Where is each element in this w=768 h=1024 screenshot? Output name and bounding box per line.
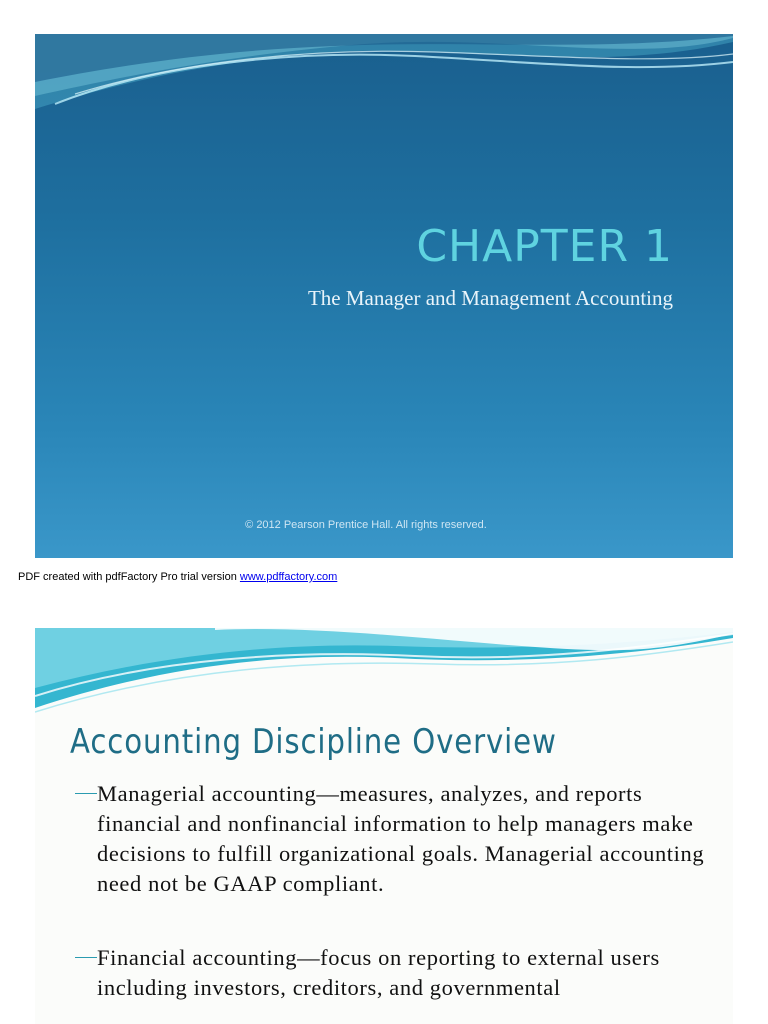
wave-header-graphic <box>35 34 733 134</box>
pdffactory-link[interactable]: www.pdffactory.com <box>239 571 338 583</box>
bullet-text: Financial accounting—focus on reporting to external users including investors, creditors, and governmental <box>97 945 660 1000</box>
copyright-notice: © 2012 Pearson Prentice Hall. All rights reserved. <box>245 519 487 531</box>
chapter-title: CHAPTER 1 <box>416 221 673 272</box>
list-item <box>75 943 715 1003</box>
dash-bullet-icon <box>75 793 97 794</box>
pdf-footer-text: PDF created with pdfFactory Pro trial version <box>18 571 240 583</box>
bullet-list <box>75 779 715 1024</box>
overview-slide <box>35 628 733 1024</box>
dash-bullet-icon <box>75 957 97 958</box>
wave-header-graphic <box>35 628 733 718</box>
chapter-subtitle: The Manager and Management Accounting <box>307 286 673 310</box>
title-slide <box>35 34 733 558</box>
list-item <box>75 779 715 899</box>
pdf-creator-footer <box>18 571 337 583</box>
bullet-text: Managerial accounting—measures, analyzes, and reports financial and nonfinancial information to help managers make decisions to fulfill organizational goals. Managerial accounting need not be GAAP compliant. <box>97 781 705 896</box>
slide-title: Accounting Discipline Overview <box>70 722 557 762</box>
